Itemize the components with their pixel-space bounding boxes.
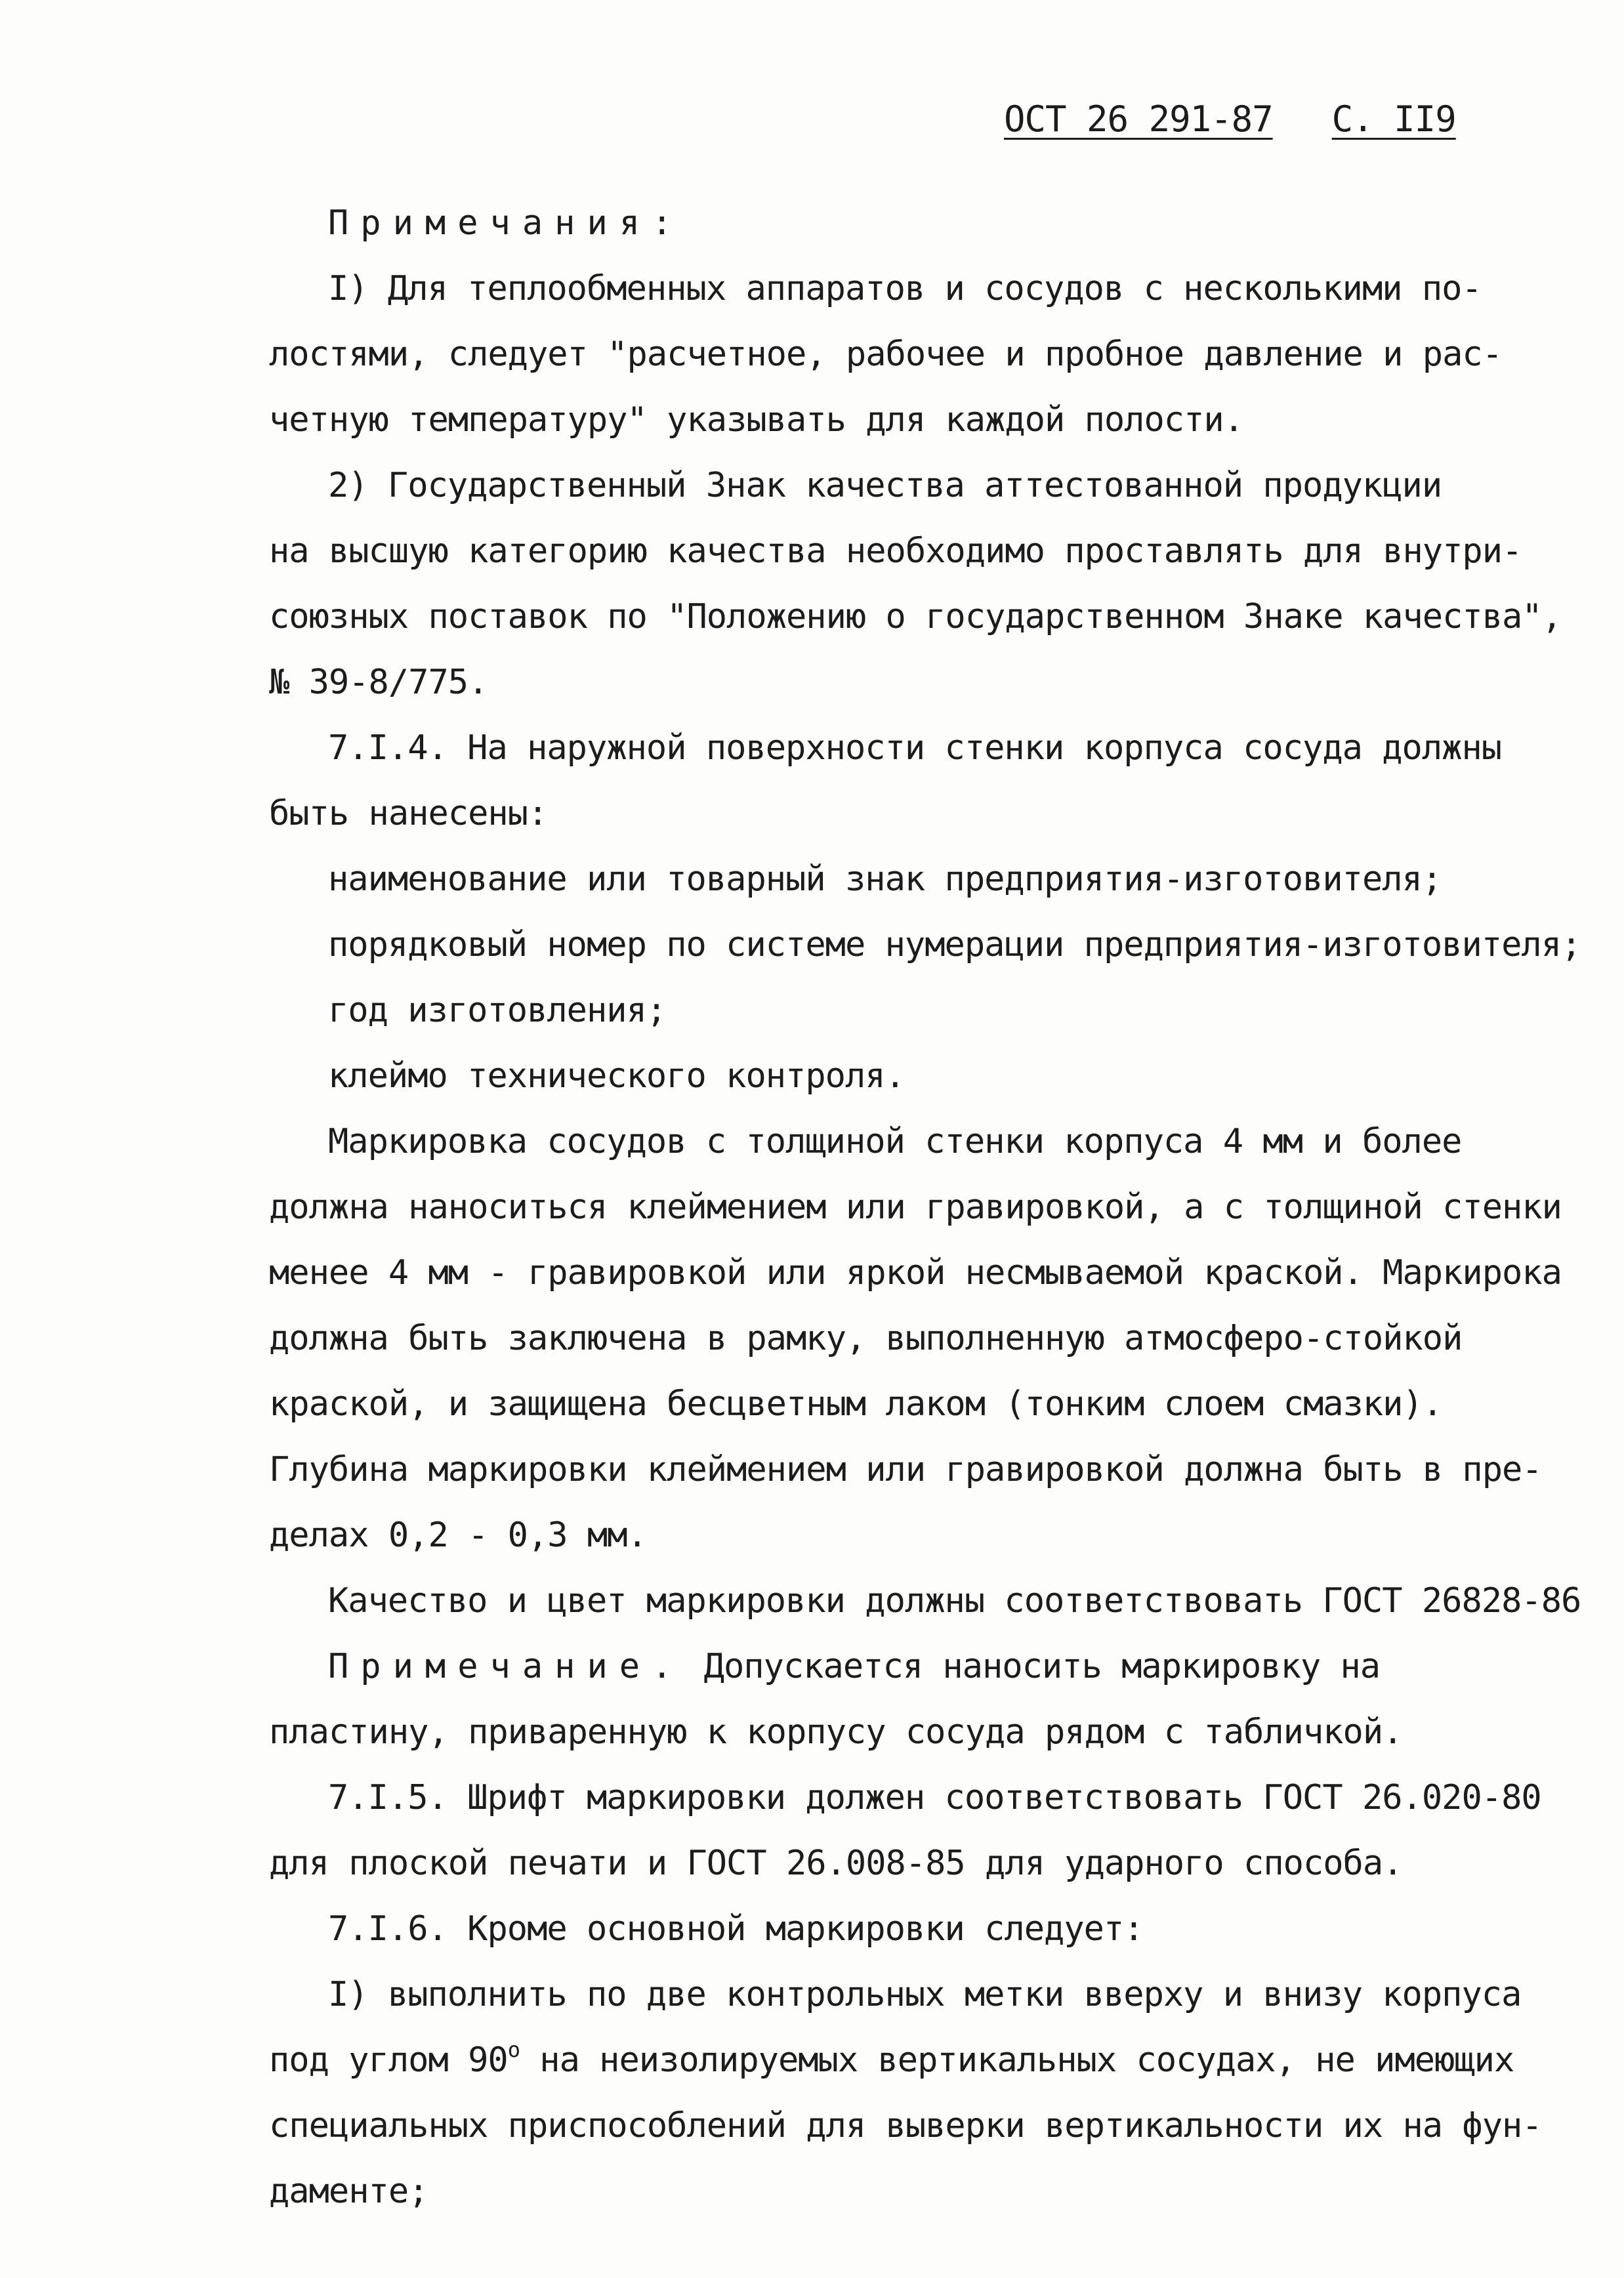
marking-paragraph-line: Маркировка сосудов с толщиной стенки корпуса 4 мм и более xyxy=(328,1122,1462,1161)
note2-line1: 2) Государственный Знак качества аттестованной продукции xyxy=(328,466,1442,505)
marking-paragraph-line: Глубина маркировки клеймением или гравировкой должна быть в пре- xyxy=(269,1450,1542,1489)
note1-line1: I) Для теплообменных аппаратов и сосудов с несколькими по- xyxy=(328,269,1482,308)
marking-paragraph-line: делах 0,2 - 0,3 мм. xyxy=(269,1516,647,1555)
marking-paragraph-line: должна наноситься клеймением или гравировкой, а с толщиной стенки xyxy=(269,1188,1562,1227)
note-text: Допускается наносить маркировку на xyxy=(684,1647,1381,1686)
notes-title: Примечания: xyxy=(328,203,684,243)
marking-item: наименование или товарный знак предприятия-изготовителя; xyxy=(328,859,1442,899)
angle-text: под углом 90 xyxy=(269,2040,508,2080)
note1-line3: четную температуру" указывать для каждой полости. xyxy=(269,400,1244,440)
marking-paragraph-line: менее 4 мм - гравировкой или яркой несмываемой краской. Маркирока xyxy=(269,1253,1562,1293)
standard-number: ОСТ 26 291-87 xyxy=(1004,98,1273,140)
section-7-1-6-item1-line2 xyxy=(269,2037,1514,2080)
note2-line3: союзных поставок по "Положению о государственном Знаке качества", xyxy=(269,597,1562,636)
section-7-1-6-item1-line4: даменте; xyxy=(269,2172,428,2211)
marking-item: порядковый номер по системе нумерации предприятия-изготовителя; xyxy=(328,925,1581,964)
section-7-1-6-item1-line3: специальных приспособлений для выверки вертикальности их на фун- xyxy=(269,2106,1542,2145)
note2-line4: № 39-8/775. xyxy=(269,663,488,702)
note-continuation: пластину, приваренную к корпусу сосуда рядом с табличкой. xyxy=(269,1712,1403,1752)
section-7-1-6-item1-line1: I) выполнить по две контрольных метки вверху и внизу корпуса xyxy=(328,1975,1522,2014)
section-7-1-6-intro: 7.I.6. Кроме основной маркировки следует: xyxy=(328,1909,1144,1949)
note2-line2: на высшую категорию качества необходимо проставлять для внутри- xyxy=(269,531,1522,571)
marking-paragraph-line: должна быть заключена в рамку, выполненную атмосферо-стойкой xyxy=(269,1319,1463,1358)
note-label: Примечание. xyxy=(328,1647,684,1686)
section-7-1-5-line1: 7.I.5. Шрифт маркировки должен соответствовать ГОСТ 26.020-80 xyxy=(328,1778,1541,1817)
quality-line: Качество и цвет маркировки должны соответствовать ГОСТ 26828-86 xyxy=(328,1581,1581,1621)
note-line xyxy=(328,1647,1380,1686)
page-number: С. II9 xyxy=(1331,98,1456,140)
note1-line2: лостями, следует "расчетное, рабочее и пробное давление и рас- xyxy=(269,335,1503,374)
section-7-1-5-line2: для плоской печати и ГОСТ 26.008-85 для ударного способа. xyxy=(269,1844,1403,1883)
marking-item: год изготовления; xyxy=(328,991,667,1030)
section-7-1-4-line2: быть нанесены: xyxy=(269,794,548,833)
angle-text-rest: на неизолируемых вертикальных сосудах, не имеющих xyxy=(519,2040,1514,2080)
marking-paragraph-line: краской, и защищена бесцветным лаком (тонким слоем смазки). xyxy=(269,1384,1443,1424)
marking-item: клеймо технического контроля. xyxy=(328,1056,905,1096)
page-header xyxy=(1004,98,1456,140)
degree-mark: о xyxy=(507,2037,520,2062)
section-7-1-4-line1: 7.I.4. На наружной поверхности стенки корпуса сосуда должны xyxy=(328,728,1502,768)
